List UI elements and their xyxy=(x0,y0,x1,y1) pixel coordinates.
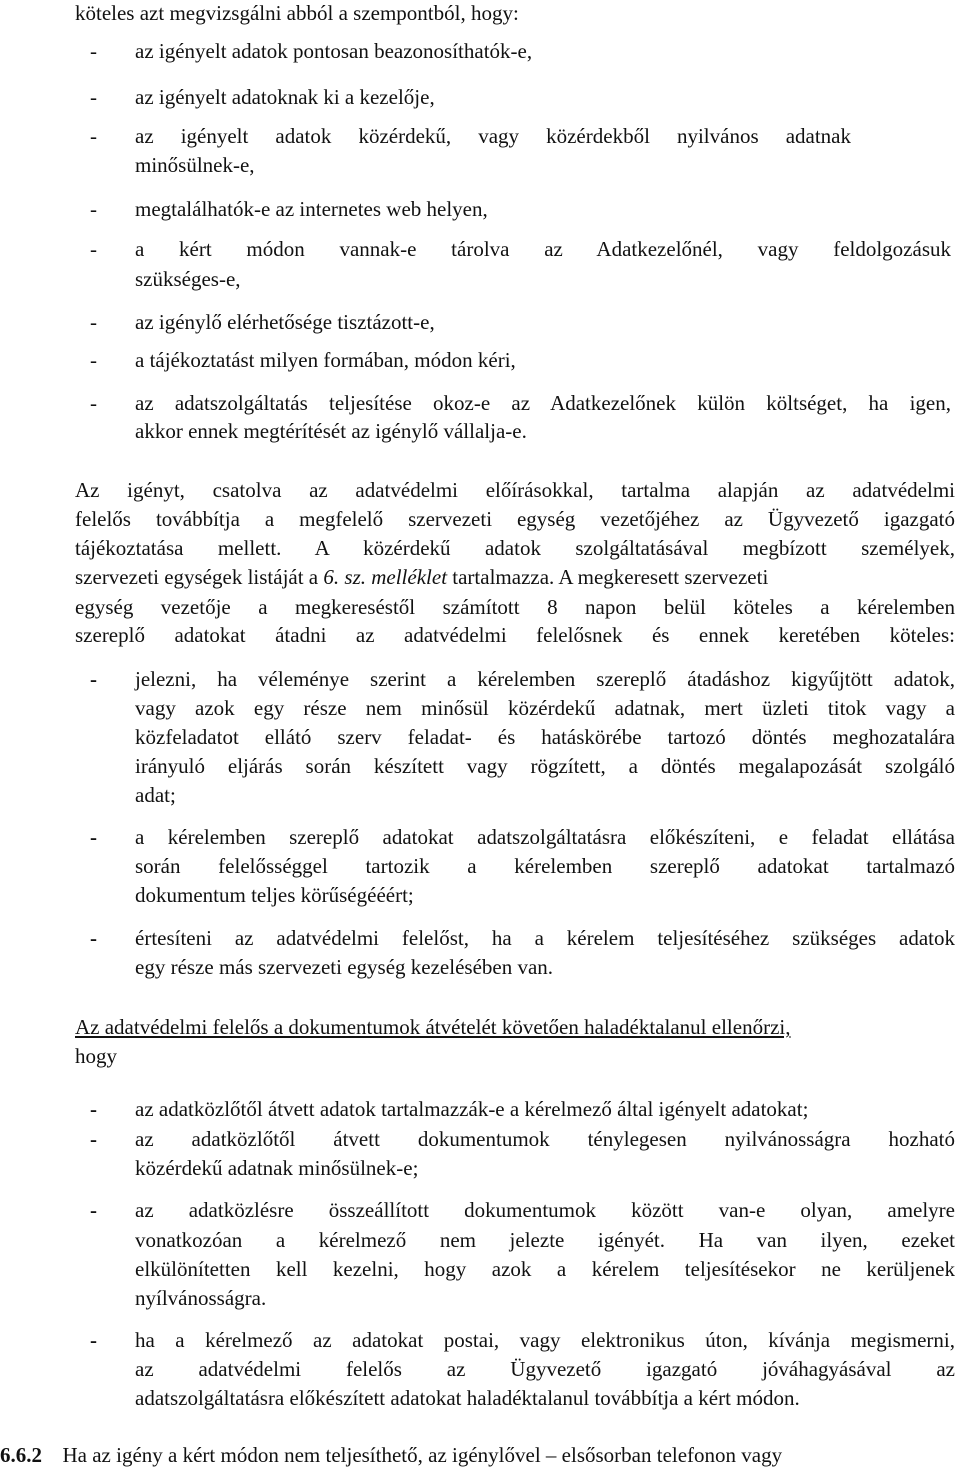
list-item: a kért módon vannak-e tárolva az Adatkezelőnél, vagy feldolgozásuk xyxy=(135,237,951,261)
list-dash: - xyxy=(90,124,97,148)
list-item-continuation: közérdekű adatnak minősülnek-e; xyxy=(135,1156,419,1180)
list-item-continuation: szükséges-e, xyxy=(135,267,241,291)
list-item-continuation: elkülönítetten kell kezelni, hogy azok a kérelem teljesítésekor ne kerüljenek xyxy=(135,1257,955,1281)
list-item-continuation: akkor ennek megtérítését az igénylő vállalja-e. xyxy=(135,419,527,443)
intro-text: köteles azt megvizsgálni abból a szempontból, hogy: xyxy=(75,1,519,25)
list-dash: - xyxy=(90,197,97,221)
paragraph-text: szervezeti egységek listáját a xyxy=(75,565,324,589)
heading-line: hogy xyxy=(75,1044,117,1068)
list-dash: - xyxy=(90,825,97,849)
list-item: az igényelt adatoknak ki a kezelője, xyxy=(135,85,435,109)
list-item-continuation: irányuló eljárás során készített vagy rögzített, a döntés megalapozását szolgáló xyxy=(135,754,955,778)
list-item-continuation: adatszolgáltatásra előkészített adatokat haladéktalanul továbbítja a kért módon. xyxy=(135,1386,800,1410)
paragraph-line: szereplő adatokat átadni az adatvédelmi felelősnek és ennek keretében köteles: xyxy=(75,623,955,647)
list-dash: - xyxy=(90,1328,97,1352)
list-item-continuation: nyílvánosságra. xyxy=(135,1286,267,1310)
paragraph-line: Az igényt, csatolva az adatvédelmi előírásokkal, tartalma alapján az adatvédelmi xyxy=(75,478,955,502)
list-item-continuation: az adatvédelmi felelős az Ügyvezető igazgató jóváhagyásával az xyxy=(135,1357,955,1381)
list-dash: - xyxy=(90,667,97,691)
list-item: megtalálhatók-e az internetes web helyen, xyxy=(135,197,488,221)
section-text: Ha az igény a kért módon nem teljesíthető, az igénylővel – elsősorban telefonon vagy xyxy=(62,1443,783,1467)
list-dash: - xyxy=(90,348,97,372)
list-dash: - xyxy=(90,391,97,415)
list-item-continuation: során felelősséggel tartozik a kérelemben szereplő adatokat tartalmazó xyxy=(135,854,955,878)
list-item: az adatszolgáltatás teljesítése okoz-e az Adatkezelőnek külön költséget, ha igen, xyxy=(135,391,951,415)
paragraph-line: felelős továbbítja a megfelelő szervezeti egység vezetőjéhez az Ügyvezető igazgató xyxy=(75,507,955,531)
list-item-continuation: közfeladatot ellátó szerv feladat- és hatáskörébe tartozó döntés meghozatalára xyxy=(135,725,955,749)
list-item: a kérelemben szereplő adatokat adatszolgáltatásra előkészíteni, e feladat ellátása xyxy=(135,825,955,849)
heading-line: Az adatvédelmi felelős a dokumentumok átvételét követően haladéktalanul ellenőrzi, xyxy=(75,1015,791,1039)
list-dash: - xyxy=(90,1198,97,1222)
list-item-continuation: vagy azok egy része nem minősül közérdekű adatnak, mert üzleti titok vagy a xyxy=(135,696,955,720)
list-item-continuation: egy része más szervezeti egység kezelésében van. xyxy=(135,955,554,979)
list-dash: - xyxy=(90,1127,97,1151)
list-item: az adatközlésre összeállított dokumentumok között van-e olyan, amelyre xyxy=(135,1198,955,1222)
list-dash: - xyxy=(90,310,97,334)
list-item: az igényelt adatok pontosan beazonosíthatók-e, xyxy=(135,39,533,63)
list-item: ha a kérelmező az adatokat postai, vagy elektronikus úton, kívánja megismerni, xyxy=(135,1328,955,1352)
section-number: 6.6.2 xyxy=(0,1443,42,1467)
list-dash: - xyxy=(90,237,97,261)
list-dash: - xyxy=(90,1097,97,1121)
list-item: a tájékoztatást milyen formában, módon kéri, xyxy=(135,348,516,372)
list-item-continuation: minősülnek-e, xyxy=(135,153,255,177)
list-dash: - xyxy=(90,926,97,950)
paragraph-line: egység vezetője a megkereséstől számított 8 napon belül köteles a kérelemben xyxy=(75,595,955,619)
list-item-continuation: adat; xyxy=(135,783,176,807)
list-dash: - xyxy=(90,85,97,109)
appendix-reference: 6. sz. melléklet xyxy=(323,565,448,589)
list-item-continuation: dokumentum teljes körűségééért; xyxy=(135,883,414,907)
list-item: az igényelt adatok közérdekű, vagy közérdekből nyilvános adatnak xyxy=(135,124,851,148)
list-item: az igénylő elérhetősége tisztázott-e, xyxy=(135,310,435,334)
section-heading xyxy=(0,1440,960,1470)
list-item: az adatközlőtől átvett adatok tartalmazzák-e a kérelmező által igényelt adatokat; xyxy=(135,1097,809,1121)
list-dash: - xyxy=(90,39,97,63)
list-item-continuation: vonatkozóan a kérelmező nem jelezte igényét. Ha van ilyen, ezeket xyxy=(135,1228,955,1252)
paragraph-text: tartalmazza. A megkeresett szervezeti xyxy=(447,565,769,589)
list-item: jelezni, ha véleménye szerint a kérelemben szereplő átadáshoz kigyűjtött adatok, xyxy=(135,667,955,691)
paragraph-line: tájékoztatása mellett. A közérdekű adatok szolgáltatásával megbízott személyek, xyxy=(75,536,955,560)
paragraph-line xyxy=(75,562,955,592)
list-item: értesíteni az adatvédelmi felelőst, ha a kérelem teljesítéséhez szükséges adatok xyxy=(135,926,955,950)
list-item: az adatközlőtől átvett dokumentumok ténylegesen nyilvánosságra hozható xyxy=(135,1127,955,1151)
